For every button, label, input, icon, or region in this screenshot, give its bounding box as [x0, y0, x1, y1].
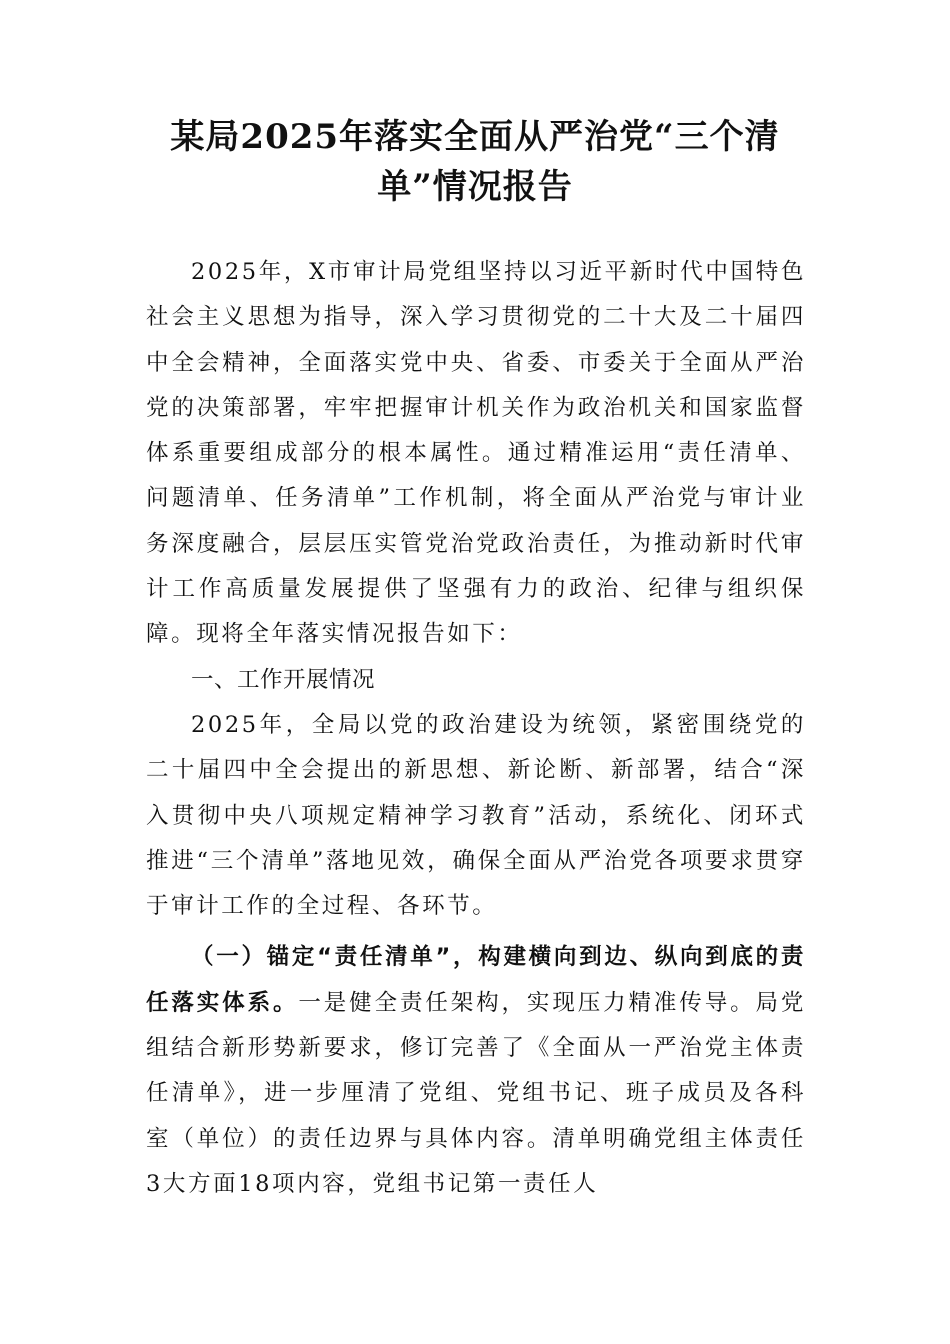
intro-paragraph: 2025年，X市审计局党组坚持以习近平新时代中国特色社会主义思想为指导，深入学习贯彻党的二十大及二十届四中全会精神，全面落实党中央、省委、市委关于全面从严治党的决策部署，牢牢把握审计机关作为政治机关和国家监督体系重要组成部分的根本属性。通过精准运用“责任清单、问题清单、任务清单”工作机制，将全面从严治党与审计业务深度融合，层层压实管党治党政治责任，为推动新时代审计工作高质量发展提供了坚强有力的政治、纪律与组织保障。现将全年落实情况报告如下：	[146, 259, 806, 648]
subsection-paragraph	[146, 935, 806, 1207]
subsection-text: 一是健全责任架构，实现压力精准传导。局党组结合新形势新要求，修订完善了《全面从一严治党主体责任清单》，进一步厘清了党组、党组书记、班子成员及各科室（单位）的责任边界与具体内容。清单明确党组主体责任3大方面18项内容，党组书记第一责任人	[146, 989, 806, 1197]
section-paragraph: 2025年，全局以党的政治建设为统领，紧密围绕党的二十届四中全会提出的新思想、新论断、新部署，结合“深入贯彻中央八项规定精神学习教育”活动，系统化、闭环式推进“三个清单”落地见效，确保全面从严治党各项要求贯穿于审计工作的全过程、各环节。	[146, 711, 806, 920]
document-body	[146, 250, 806, 1207]
document-title: 某局2025年落实全面从严治党“三个清单”情况报告	[170, 117, 780, 207]
subsection-lead: （一）锚定“责任清单”，构建横向到边、纵向到底的责任落实体系。	[146, 944, 806, 1016]
section-heading-work-progress: 一、工作开展情况	[191, 666, 376, 693]
